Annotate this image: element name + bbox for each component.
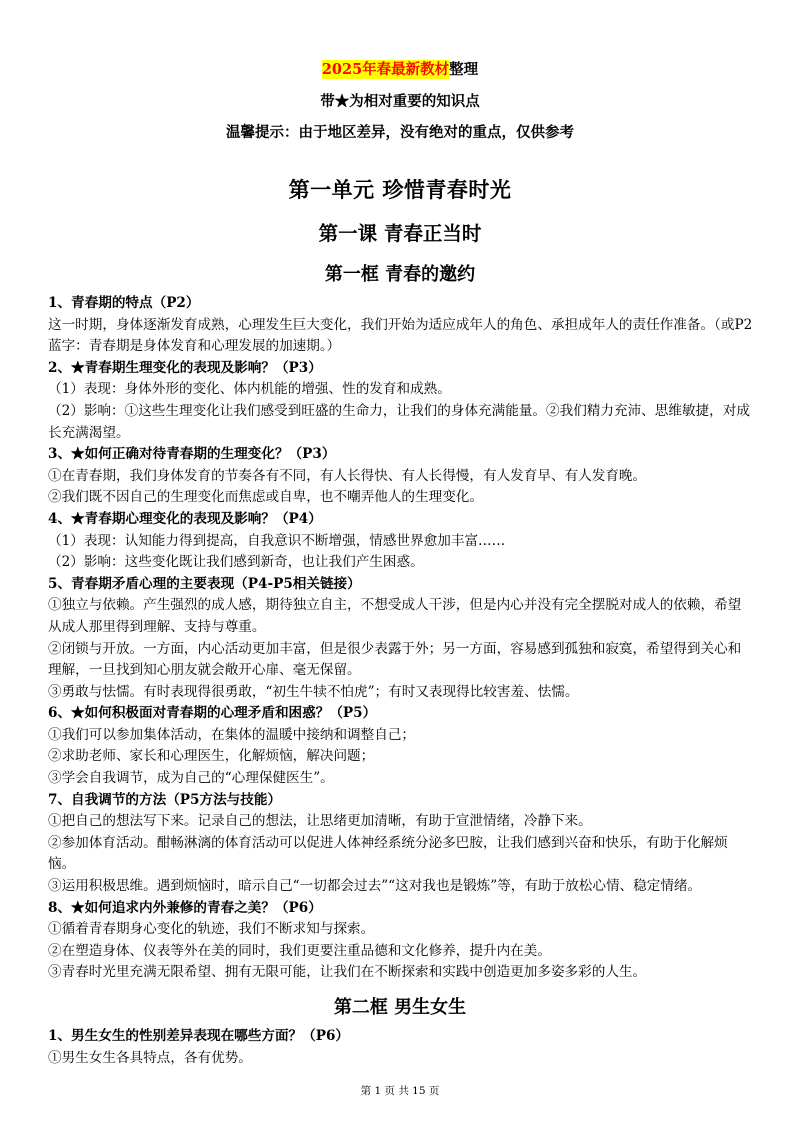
frame-title: 第一框 青春的邀约 <box>324 264 476 285</box>
section-2-content <box>48 1026 753 1069</box>
answer-text: ②我们既不因自己的生理变化而焦虑或自卑，也不嘲弄他人的生理变化。 <box>48 489 483 506</box>
question-heading: 5、青春期矛盾心理的主要表现（P4-P5相关链接） <box>48 575 361 592</box>
title-suffix: 整理 <box>449 61 479 78</box>
reminder-note: 温馨提示：由于地区差异，没有绝对的重点，仅供参考 <box>226 124 574 141</box>
question-heading: 2、★青春期生理变化的表现及影响？（P3） <box>48 359 322 376</box>
answer-text: ③学会自我调节，成为自己的“心理保健医生”。 <box>48 770 334 787</box>
page-footer: 第 1 页 共 15 页 <box>360 1085 440 1097</box>
answer-text: （1）表现：身体外形的变化、体内机能的增强、性的发育和成熟。 <box>48 381 451 398</box>
question-heading: 4、★青春期心理变化的表现及影响？（P4） <box>48 510 322 527</box>
question-heading: 1、青春期的特点（P2） <box>48 295 200 311</box>
answer-text: ③运用积极思维。遇到烦恼时，暗示自己“一切都会过去”“这对我也是锻炼”等，有助于放松心情、稳定情绪。 <box>48 878 702 895</box>
frame-title-2: 第二框 男生女生 <box>333 997 467 1018</box>
answer-text: ②参加体育活动。酣畅淋漓的体育活动可以促进人体神经系统分泌多巴胺，让我们感到兴奋和快乐，有助于化解烦恼。 <box>48 834 728 873</box>
section-1-content <box>48 293 753 984</box>
question-heading: 6、★如何积极面对青春期的心理矛盾和困惑？（P5） <box>48 705 377 722</box>
answer-text: ①男生女生各具特点，各有优势。 <box>48 1049 252 1066</box>
answer-text: ①我们可以参加集体活动，在集体的温暖中接纳和调整自己； <box>48 726 416 743</box>
answer-text: ③青春时光里充满无限希望、拥有无限可能，让我们在不断探索和实践中创造更加多姿多彩的人生。 <box>48 964 647 981</box>
answer-text: （2）影响：①这些生理变化让我们感受到旺盛的生命力，让我们的身体充满能量。②我们精力充沛、思维敏捷，对成长充满渴望。 <box>48 402 750 441</box>
answer-text: ①独立与依赖。产生强烈的成人感，期待独立自主，不想受成人干涉，但是内心并没有完全摆脱对成人的依赖，希望从成人那里得到理解、支持与尊重。 <box>48 597 742 635</box>
key-point-note: 带★为相对重要的知识点 <box>320 93 480 110</box>
answer-text: ①在青春期，我们身体发育的节奏各有不同，有人长得快、有人长得慢，有人发育早、有人发育晚。 <box>48 467 647 484</box>
answer-text: ③勇敢与怯懦。有时表现得很勇敢，“初生牛犊不怕虎”；有时又表现得比较害羞、怯懦。 <box>48 683 579 700</box>
answer-text: （1）表现：认知能力得到提高，自我意识不断增强，情感世界愈加丰富…… <box>48 532 506 549</box>
lesson-title: 第一课 青春正当时 <box>318 222 482 245</box>
answer-text: （2）影响：这些变化既让我们感到新奇，也让我们产生困惑。 <box>48 554 424 571</box>
question-heading: 1、男生女生的性别差异表现在哪些方面？（P6） <box>48 1028 350 1044</box>
answer-text: ②在塑造身体、仪表等外在美的同时，我们更要注重品德和文化修养，提升内在美。 <box>48 942 551 959</box>
answer-text: ①把自己的想法写下来。记录自己的想法，让思绪更加清晰，有助于宣泄情绪，冷静下来。 <box>48 813 592 830</box>
answer-text: ①循着青春期身心变化的轨迹，我们不断求知与探索。 <box>48 921 375 938</box>
answer-text: 这一时期，身体逐渐发育成熟，心理发生巨大变化，我们开始为适应成年人的角色、承担成年人的责任作准备。（或P2蓝字：青春期是身体发育和心理发展的加速期。） <box>48 316 753 355</box>
header-title <box>0 58 800 79</box>
question-heading: 3、★如何正确对待青春期的生理变化？（P3） <box>48 446 336 463</box>
question-heading: 8、★如何追求内外兼修的青春之美？（P6） <box>48 899 322 916</box>
highlighted-title: 2025年春最新教材 <box>321 61 450 78</box>
answer-text: ②闭锁与开放。一方面，内心活动更加丰富，但是很少表露于外；另一方面，容易感到孤独和寂寞，希望得到关心和理解，一旦找到知心朋友就会敞开心扉、毫无保留。 <box>48 640 742 679</box>
answer-text: ②求助老师、家长和心理医生，化解烦恼，解决问题； <box>48 748 375 765</box>
unit-title: 第一单元 珍惜青春时光 <box>288 177 512 202</box>
question-heading: 7、自我调节的方法（P5方法与技能） <box>48 791 282 808</box>
